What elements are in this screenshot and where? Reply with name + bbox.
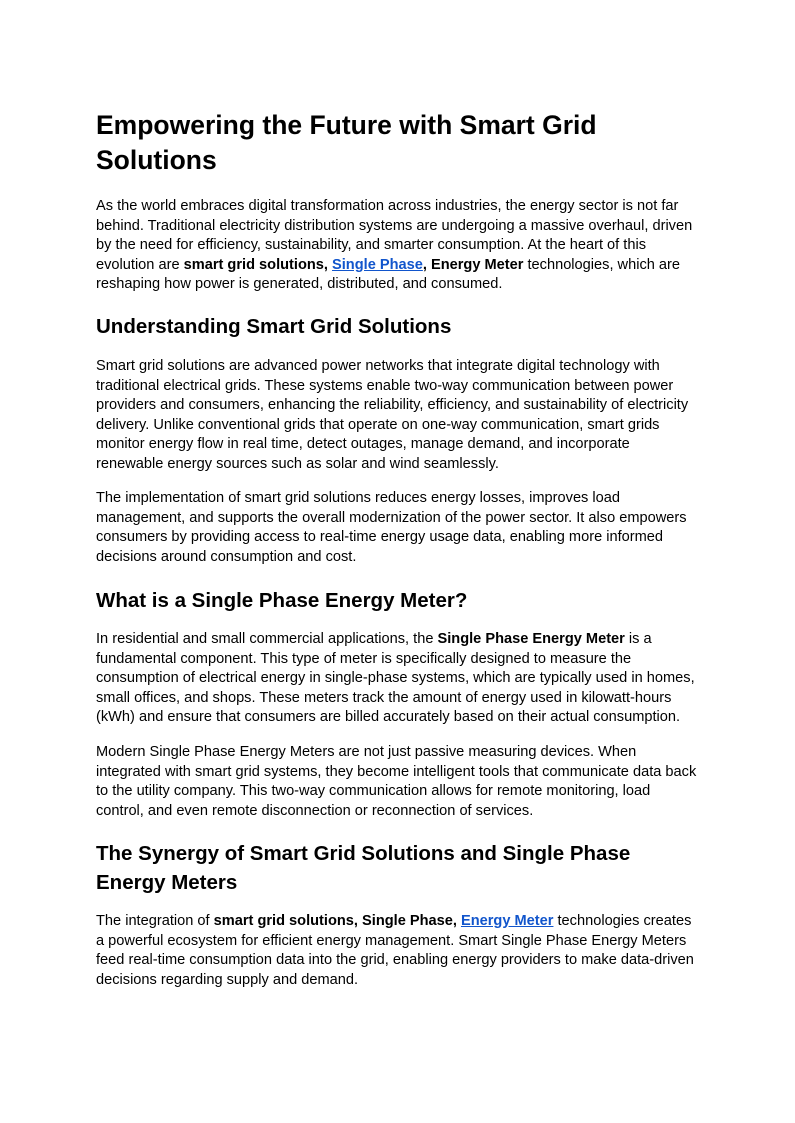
section2-text-1: In residential and small commercial applications, the (96, 631, 438, 647)
intro-bold-1: smart grid solutions, (183, 256, 333, 273)
section1-paragraph-2: The implementation of smart grid solutions reduces energy losses, improves load management, and supports the overall modernization of the power sector. It also empowers consumers by providing access to real-time energy usage data, enabling more informed decisions around consumption and cost. (96, 490, 687, 565)
section3-paragraph-1 (96, 912, 700, 990)
section-heading-single-phase: What is a Single Phase Energy Meter? (96, 589, 468, 612)
section3-text-2: technologies creates a powerful ecosystem for efficient energy management. Smart Single Phase Energy Meters feed real-time consumption data into the grid, enabling energy providers to make data-driven decisions regarding supply and demand. (96, 913, 694, 988)
section-heading-understanding: Understanding Smart Grid Solutions (96, 315, 452, 338)
section-heading-synergy: The Synergy of Smart Grid Solutions and Single Phase Energy Meters (96, 842, 631, 894)
section1-paragraph-1: Smart grid solutions are advanced power networks that integrate digital technology with traditional electrical grids. These systems enable two-way communication between power providers and consumers, enhancing the reliability, efficiency, and sustainability of electricity delivery. Unlike conventional grids that operate on one-way communication, smart grids monitor energy flow in real time, detect outages, manage demand, and incorporate renewable energy sources such as solar and wind seamlessly. (96, 358, 689, 472)
intro-text-2: technologies, which are reshaping how power is generated, distributed, and consumed. (96, 256, 681, 292)
single-phase-link[interactable]: Single Phase (332, 256, 423, 273)
page-title: Empowering the Future with Smart Grid Solutions (96, 110, 597, 175)
intro-paragraph (96, 197, 700, 295)
intro-text-1: As the world embraces digital transformation across industries, the energy sector is not far behind. Traditional electricity distribution systems are undergoing a massive overhaul, driven by the need for efficiency, sustainability, and smarter consumption. At the heart of this evolution are (96, 198, 693, 273)
intro-bold-2: , Energy Meter (422, 256, 524, 273)
section2-paragraph-1 (96, 630, 700, 728)
section3-bold-1: smart grid solutions, Single Phase, (213, 913, 461, 929)
section2-text-2: is a fundamental component. This type of meter is specifically designed to measure the consumption of electrical energy in single-phase systems, which are typically used in homes, small offices, and shops. These meters track the amount of energy used in kilowatt-hours (kWh) and ensure that consumers are billed accurately based on their actual consumption. (96, 631, 695, 725)
energy-meter-link[interactable]: Energy Meter (460, 913, 554, 929)
section2-bold-1: Single Phase Energy Meter (437, 631, 625, 647)
section3-text-1: The integration of (96, 913, 214, 929)
section2-paragraph-2: Modern Single Phase Energy Meters are not just passive measuring devices. When integrated with smart grid systems, they become intelligent tools that communicate data back to the utility company. This two-way communication allows for remote monitoring, load control, and even remote disconnection or reconnection of services. (96, 744, 697, 819)
